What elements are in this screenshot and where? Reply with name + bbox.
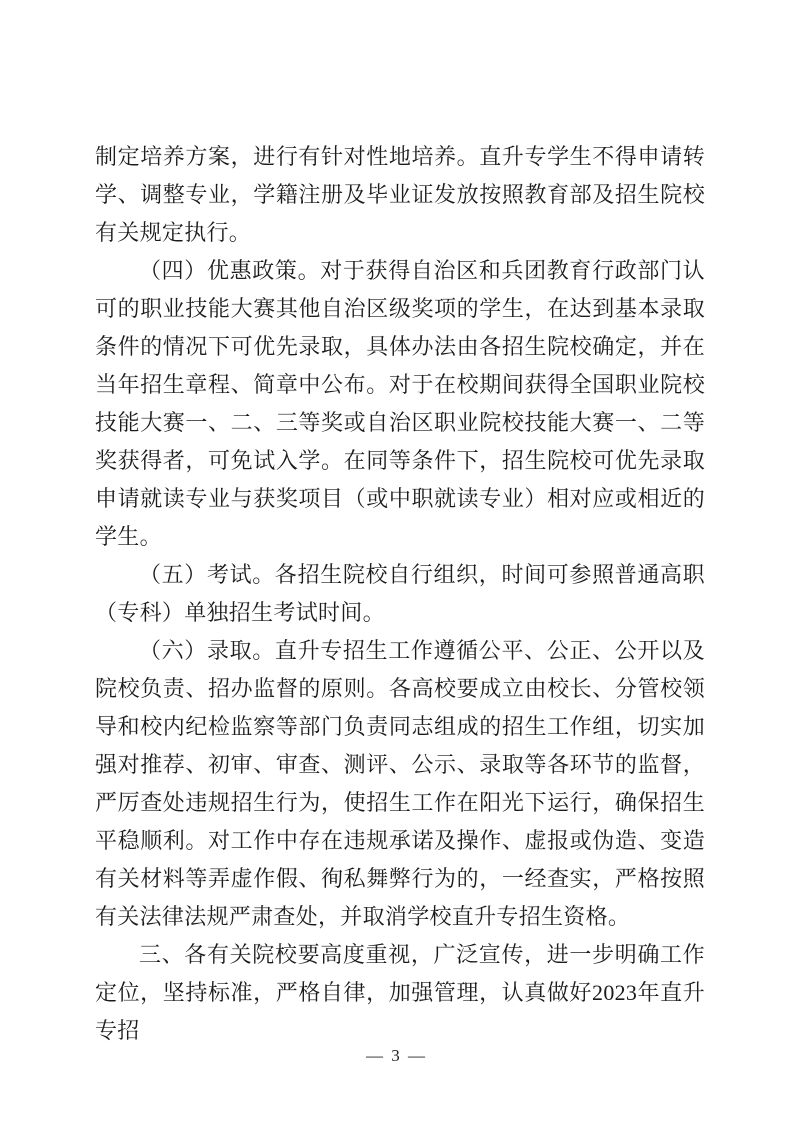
document-body — [95, 138, 705, 1050]
paragraph-section-3: 三、各有关院校要高度重视，广泛宣传，进一步明确工作定位，坚持标准，严格自律，加强管理，认真做好2023年直升专招 — [95, 942, 705, 1043]
paragraph-item-6-admission: （六）录取。直升专招生工作遵循公平、公正、公开以及院校负责、招办监督的原则。各高校要成立由校长、分管校领导和校内纪检监察等部门负责同志组成的招生工作组，切实加强对推荐、初审、审查、测评、公示、录取等各环节的监督，严厉查处违规招生行为，使招生工作在阳光下运行，确保招生平稳顺利。对工作中存在违规承诺及操作、虚报或伪造、变造有关材料等弄虚作假、徇私舞弊行为的，一经查实，严格按照有关法律法规严肃查处，并取消学校直升专招生资格。 — [95, 638, 705, 929]
paragraph-item-4-preferential-policy: （四）优惠政策。对于获得自治区和兵团教育行政部门认可的职业技能大赛其他自治区级奖项的学生，在达到基本录取条件的情况下可优先录取，具体办法由各招生院校确定，并在当年招生章程、简章中公布。对于在校期间获得全国职业院校技能大赛一、二、三等奖或自治区职业院校技能大赛一、二等奖获得者，可免试入学。在同等条件下，招生院校可优先录取申请就读专业与获奖项目（或中职就读专业）相对应或相近的学生。 — [95, 258, 705, 549]
paragraph-item-5-examination: （五）考试。各招生院校自行组织，时间可参照普通高职（专科）单独招生考试时间。 — [95, 562, 705, 625]
paragraph-continuation: 制定培养方案，进行有针对性地培养。直升专学生不得申请转学、调整专业，学籍注册及毕业证发放按照教育部及招生院校有关规定执行。 — [95, 144, 705, 245]
page-number: — 3 — — [366, 1046, 427, 1065]
